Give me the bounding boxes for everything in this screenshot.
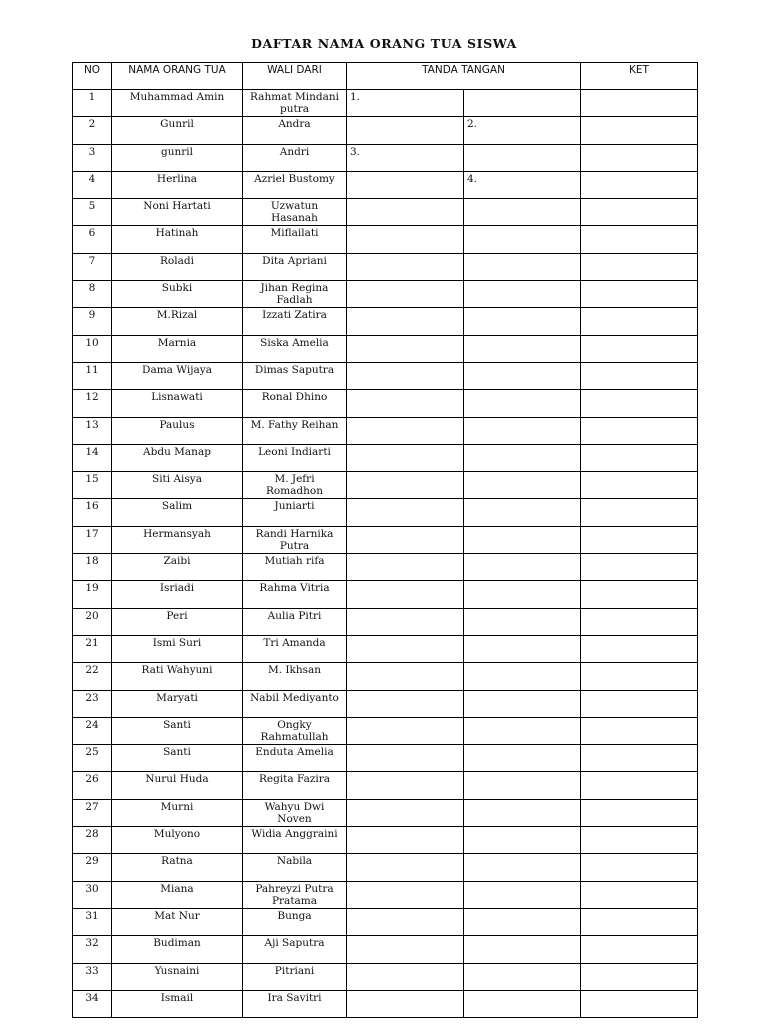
table-row <box>73 444 698 471</box>
row-no-cell: 11 <box>73 362 112 389</box>
student-name-cell: Mutiah rifa <box>243 554 347 581</box>
signature-cell-right <box>464 417 581 444</box>
parent-name-cell: Ratna <box>112 854 243 881</box>
signature-cell-right <box>464 799 581 826</box>
student-name-cell: Dimas Saputra <box>243 362 347 389</box>
table-row <box>73 772 698 799</box>
ket-cell <box>581 690 698 717</box>
signature-cell-left <box>347 444 464 471</box>
student-name-cell: M. Ikhsan <box>243 663 347 690</box>
student-name-cell: Randi Harnika Putra <box>243 526 347 553</box>
ket-cell <box>581 936 698 963</box>
row-no-cell: 2 <box>73 117 112 144</box>
student-name-cell: M. Jefri Romadhon <box>243 472 347 499</box>
table-row <box>73 963 698 990</box>
signature-cell-right <box>464 663 581 690</box>
ket-cell <box>581 581 698 608</box>
signature-cell-right <box>464 499 581 526</box>
ket-cell <box>581 663 698 690</box>
ket-cell <box>581 472 698 499</box>
table-row <box>73 908 698 935</box>
row-no-cell: 5 <box>73 199 112 226</box>
ket-cell <box>581 390 698 417</box>
parent-name-cell: gunril <box>112 144 243 171</box>
table-row <box>73 308 698 335</box>
student-name-cell: M. Fathy Reihan <box>243 417 347 444</box>
table-row <box>73 281 698 308</box>
signature-cell-left <box>347 881 464 908</box>
table-row <box>73 881 698 908</box>
signature-cell-right <box>464 144 581 171</box>
signature-cell-left <box>347 608 464 635</box>
parent-name-cell: Maryati <box>112 690 243 717</box>
document-title: DAFTAR NAMA ORANG TUA SISWA <box>251 36 517 51</box>
signature-cell-right <box>464 608 581 635</box>
student-name-cell: Wahyu Dwi Noven <box>243 799 347 826</box>
table-row <box>73 390 698 417</box>
signature-cell-right <box>464 690 581 717</box>
parent-name-cell: Ismi Suri <box>112 635 243 662</box>
row-no-cell: 9 <box>73 308 112 335</box>
table-row <box>73 554 698 581</box>
signature-cell-left: 3. <box>347 144 464 171</box>
student-name-cell: Nabila <box>243 854 347 881</box>
ket-cell <box>581 526 698 553</box>
row-no-cell: 17 <box>73 526 112 553</box>
signature-cell-left <box>347 936 464 963</box>
ket-cell <box>581 253 698 280</box>
table-row <box>73 827 698 854</box>
signature-cell-right <box>464 281 581 308</box>
signature-cell-right <box>464 581 581 608</box>
row-no-cell: 19 <box>73 581 112 608</box>
table-row <box>73 199 698 226</box>
ket-cell <box>581 362 698 389</box>
student-name-cell: Enduta Amelia <box>243 745 347 772</box>
row-no-cell: 22 <box>73 663 112 690</box>
parent-name-cell: Zaibi <box>112 554 243 581</box>
table-row <box>73 663 698 690</box>
table-row <box>73 581 698 608</box>
ket-cell <box>581 772 698 799</box>
ket-cell <box>581 854 698 881</box>
signature-cell-left <box>347 281 464 308</box>
signature-cell-left <box>347 390 464 417</box>
student-name-cell: Jihan Regina Fadlah <box>243 281 347 308</box>
signature-cell-right <box>464 90 581 117</box>
row-no-cell: 14 <box>73 444 112 471</box>
row-no-cell: 4 <box>73 171 112 198</box>
parent-name-cell: Lisnawati <box>112 390 243 417</box>
signature-cell-right <box>464 908 581 935</box>
parent-name-cell: Nurul Huda <box>112 772 243 799</box>
signature-cell-left <box>347 554 464 581</box>
row-no-cell: 21 <box>73 635 112 662</box>
parent-name-cell: M.Rizal <box>112 308 243 335</box>
parent-name-cell: Roladi <box>112 253 243 280</box>
signature-cell-left <box>347 635 464 662</box>
row-no-cell: 20 <box>73 608 112 635</box>
student-name-cell: Izzati Zatira <box>243 308 347 335</box>
ket-cell <box>581 335 698 362</box>
parent-name-cell: Dama Wijaya <box>112 362 243 389</box>
ket-cell <box>581 827 698 854</box>
header-nama-orang-tua: NAMA ORANG TUA <box>112 63 243 90</box>
ket-cell <box>581 90 698 117</box>
signature-cell-left <box>347 526 464 553</box>
parent-name-cell: Subki <box>112 281 243 308</box>
parent-name-cell: Paulus <box>112 417 243 444</box>
table-row <box>73 854 698 881</box>
parent-name-cell: Marnia <box>112 335 243 362</box>
header-no: NO <box>73 63 112 90</box>
student-name-cell: Juniarti <box>243 499 347 526</box>
table-row <box>73 90 698 117</box>
student-name-cell: Miflailati <box>243 226 347 253</box>
ket-cell <box>581 908 698 935</box>
ket-cell <box>581 281 698 308</box>
row-no-cell: 6 <box>73 226 112 253</box>
parent-name-cell: Murni <box>112 799 243 826</box>
student-name-cell: Uzwatun Hasanah <box>243 199 347 226</box>
table-row <box>73 936 698 963</box>
ket-cell <box>581 963 698 990</box>
header-tanda-tangan: TANDA TANGAN <box>347 63 581 90</box>
row-no-cell: 26 <box>73 772 112 799</box>
signature-cell-right <box>464 362 581 389</box>
row-no-cell: 18 <box>73 554 112 581</box>
parent-name-cell: Herlina <box>112 171 243 198</box>
signature-cell-right <box>464 226 581 253</box>
signature-cell-left <box>347 117 464 144</box>
student-name-cell: Aji Saputra <box>243 936 347 963</box>
signature-cell-right: 4. <box>464 171 581 198</box>
parent-name-cell: Yusnaini <box>112 963 243 990</box>
parent-name-cell: Peri <box>112 608 243 635</box>
signature-cell-left <box>347 472 464 499</box>
row-no-cell: 16 <box>73 499 112 526</box>
parent-name-cell: Isriadi <box>112 581 243 608</box>
student-name-cell: Andra <box>243 117 347 144</box>
row-no-cell: 33 <box>73 963 112 990</box>
signature-cell-left <box>347 499 464 526</box>
ket-cell <box>581 226 698 253</box>
parent-name-cell: Mat Nur <box>112 908 243 935</box>
student-name-cell: Rahmat Mindani putra <box>243 90 347 117</box>
row-no-cell: 8 <box>73 281 112 308</box>
parent-list-table <box>72 62 698 1018</box>
row-no-cell: 32 <box>73 936 112 963</box>
header-wali-dari: WALI DARI <box>243 63 347 90</box>
signature-cell-left <box>347 827 464 854</box>
signature-cell-left <box>347 171 464 198</box>
table-row <box>73 171 698 198</box>
row-no-cell: 10 <box>73 335 112 362</box>
row-no-cell: 27 <box>73 799 112 826</box>
student-name-cell: Andri <box>243 144 347 171</box>
signature-cell-left <box>347 226 464 253</box>
row-no-cell: 29 <box>73 854 112 881</box>
signature-cell-left <box>347 963 464 990</box>
row-no-cell: 28 <box>73 827 112 854</box>
signature-cell-left <box>347 199 464 226</box>
parent-name-cell: Gunril <box>112 117 243 144</box>
row-no-cell: 15 <box>73 472 112 499</box>
student-name-cell: Nabil Mediyanto <box>243 690 347 717</box>
table-row <box>73 635 698 662</box>
ket-cell <box>581 171 698 198</box>
student-name-cell: Azriel Bustomy <box>243 171 347 198</box>
parent-name-cell: Miana <box>112 881 243 908</box>
signature-cell-right <box>464 936 581 963</box>
signature-cell-left <box>347 854 464 881</box>
signature-cell-right <box>464 745 581 772</box>
table-row <box>73 335 698 362</box>
parent-name-cell: Budiman <box>112 936 243 963</box>
table-row <box>73 990 698 1017</box>
signature-cell-left <box>347 908 464 935</box>
parent-name-cell: Abdu Manap <box>112 444 243 471</box>
row-no-cell: 7 <box>73 253 112 280</box>
signature-cell-left <box>347 663 464 690</box>
signature-cell-left <box>347 253 464 280</box>
parent-name-cell: Rati Wahyuni <box>112 663 243 690</box>
parent-name-cell: Santi <box>112 745 243 772</box>
table-row <box>73 526 698 553</box>
row-no-cell: 34 <box>73 990 112 1017</box>
ket-cell <box>581 608 698 635</box>
signature-cell-left <box>347 990 464 1017</box>
table-row <box>73 362 698 389</box>
student-name-cell: Pitriani <box>243 963 347 990</box>
ket-cell <box>581 417 698 444</box>
signature-cell-right <box>464 253 581 280</box>
student-name-cell: Ira Savitri <box>243 990 347 1017</box>
row-no-cell: 25 <box>73 745 112 772</box>
student-name-cell: Ronal Dhino <box>243 390 347 417</box>
signature-cell-left <box>347 581 464 608</box>
ket-cell <box>581 308 698 335</box>
table-row <box>73 799 698 826</box>
signature-cell-right <box>464 881 581 908</box>
table-row <box>73 608 698 635</box>
signature-cell-left <box>347 690 464 717</box>
signature-cell-left <box>347 308 464 335</box>
signature-cell-right <box>464 854 581 881</box>
table-row <box>73 690 698 717</box>
signature-cell-left <box>347 362 464 389</box>
parent-name-cell: Hermansyah <box>112 526 243 553</box>
ket-cell <box>581 635 698 662</box>
signature-cell-right <box>464 526 581 553</box>
signature-cell-right <box>464 635 581 662</box>
ket-cell <box>581 990 698 1017</box>
parent-name-cell: Noni Hartati <box>112 199 243 226</box>
student-name-cell: Aulia Pitri <box>243 608 347 635</box>
parent-name-cell: Mulyono <box>112 827 243 854</box>
ket-cell <box>581 499 698 526</box>
parent-name-cell: Santi <box>112 717 243 744</box>
row-no-cell: 23 <box>73 690 112 717</box>
signature-cell-right <box>464 199 581 226</box>
table-row <box>73 226 698 253</box>
signature-cell-left <box>347 799 464 826</box>
signature-cell-right <box>464 335 581 362</box>
table-row <box>73 472 698 499</box>
signature-cell-left <box>347 717 464 744</box>
row-no-cell: 13 <box>73 417 112 444</box>
parent-name-cell: Siti Aisya <box>112 472 243 499</box>
table-row <box>73 144 698 171</box>
row-no-cell: 1 <box>73 90 112 117</box>
signature-cell-left <box>347 772 464 799</box>
row-no-cell: 31 <box>73 908 112 935</box>
student-name-cell: Widia Anggraini <box>243 827 347 854</box>
student-name-cell: Ongky Rahmatullah <box>243 717 347 744</box>
table-row <box>73 499 698 526</box>
ket-cell <box>581 144 698 171</box>
parent-name-cell: Salim <box>112 499 243 526</box>
ket-cell <box>581 444 698 471</box>
signature-cell-right: 2. <box>464 117 581 144</box>
table-row <box>73 717 698 744</box>
student-name-cell: Leoni Indiarti <box>243 444 347 471</box>
row-no-cell: 12 <box>73 390 112 417</box>
signature-cell-left <box>347 745 464 772</box>
student-name-cell: Bunga <box>243 908 347 935</box>
row-no-cell: 24 <box>73 717 112 744</box>
signature-cell-right <box>464 963 581 990</box>
ket-cell <box>581 745 698 772</box>
ket-cell <box>581 799 698 826</box>
header-ket: KET <box>581 63 698 90</box>
student-name-cell: Pahreyzi Putra Pratama <box>243 881 347 908</box>
signature-cell-left <box>347 335 464 362</box>
table-row <box>73 417 698 444</box>
student-name-cell: Siska Amelia <box>243 335 347 362</box>
ket-cell <box>581 554 698 581</box>
table-row <box>73 117 698 144</box>
signature-cell-right <box>464 772 581 799</box>
student-name-cell: Rahma Vitria <box>243 581 347 608</box>
row-no-cell: 30 <box>73 881 112 908</box>
student-name-cell: Tri Amanda <box>243 635 347 662</box>
parent-name-cell: Ismail <box>112 990 243 1017</box>
signature-cell-left: 1. <box>347 90 464 117</box>
table-header-row <box>73 63 698 90</box>
student-name-cell: Regita Fazira <box>243 772 347 799</box>
signature-cell-right <box>464 717 581 744</box>
signature-cell-right <box>464 444 581 471</box>
signature-cell-left <box>347 417 464 444</box>
table-row <box>73 253 698 280</box>
ket-cell <box>581 199 698 226</box>
student-name-cell: Dita Apriani <box>243 253 347 280</box>
table-row <box>73 745 698 772</box>
ket-cell <box>581 117 698 144</box>
signature-cell-right <box>464 554 581 581</box>
ket-cell <box>581 717 698 744</box>
row-no-cell: 3 <box>73 144 112 171</box>
parent-name-cell: Hatinah <box>112 226 243 253</box>
signature-cell-right <box>464 990 581 1017</box>
signature-cell-right <box>464 472 581 499</box>
ket-cell <box>581 881 698 908</box>
parent-name-cell: Muhammad Amin <box>112 90 243 117</box>
signature-cell-right <box>464 390 581 417</box>
signature-cell-right <box>464 827 581 854</box>
signature-cell-right <box>464 308 581 335</box>
